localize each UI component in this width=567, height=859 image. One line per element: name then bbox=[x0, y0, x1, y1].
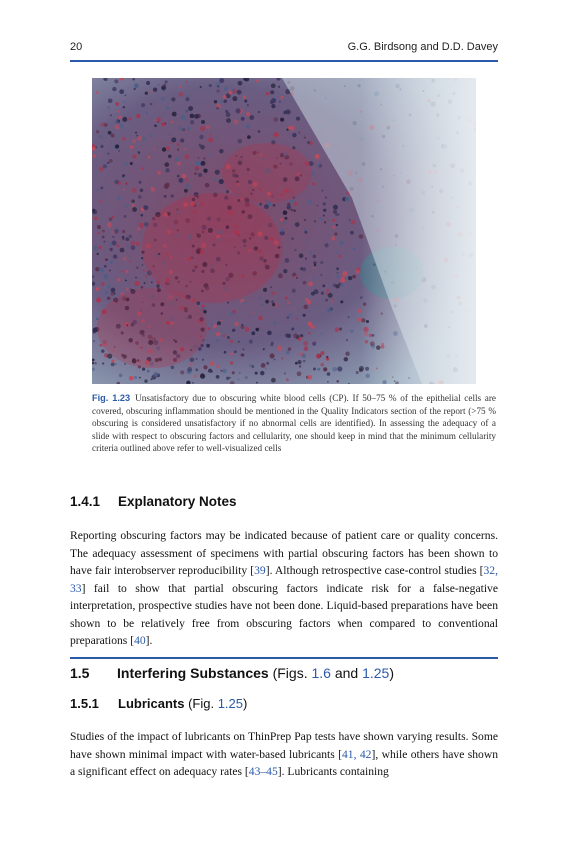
text-run: ) bbox=[389, 665, 395, 681]
running-head bbox=[70, 41, 498, 57]
text-run: Studies of the impact of lubricants on ThinPrep Pap tests have shown varying results. Some have shown minimal impact with water-based lubricants [ bbox=[70, 730, 498, 761]
text-run: Reporting obscuring factors may be indicated because of patient care or quality concerns. The adequacy assessment of specimens with partial obscuring factors has been shown to have fair interobserver reproducibility [ bbox=[70, 529, 498, 577]
section-title: Lubricants bbox=[118, 696, 185, 711]
text-run: ], while others have shown a significant effect on adequacy rates [ bbox=[70, 747, 499, 778]
text-run: (Figs. bbox=[268, 665, 312, 681]
paragraph-explanatory-notes bbox=[70, 527, 498, 650]
section-rule bbox=[70, 657, 498, 659]
citation-link[interactable]: 32, 33 bbox=[70, 564, 498, 595]
figure-link[interactable]: 1.6 bbox=[311, 665, 331, 681]
text-run: ]. Lubricants containing bbox=[277, 765, 389, 778]
text-run: (Fig. bbox=[184, 696, 218, 711]
citation-link[interactable]: 41, 42 bbox=[342, 747, 372, 761]
figure-caption bbox=[92, 392, 496, 455]
micrograph-image bbox=[92, 78, 476, 384]
section-heading-1-4-1 bbox=[70, 494, 498, 509]
header-rule bbox=[70, 60, 498, 62]
section-number: 1.5 bbox=[70, 665, 90, 681]
citation-link[interactable]: 43–45 bbox=[248, 765, 278, 778]
citation-link[interactable]: 40 bbox=[134, 634, 146, 647]
figure-label: Fig. 1.23 bbox=[92, 393, 131, 403]
figure-link[interactable]: 1.25 bbox=[217, 696, 244, 711]
section-heading-1-5 bbox=[70, 665, 498, 681]
text-run: ]. bbox=[145, 634, 153, 647]
section-title: Explanatory Notes bbox=[118, 494, 237, 509]
text-run: ] fail to show that partial obscuring factors indicate risk for a false-negative interpretation, prospective studies have not been done. Liquid-based preparations have been shown to be relatively free from obscuring factors when compared to conventional preparations [ bbox=[70, 581, 498, 647]
section-number: 1.5.1 bbox=[70, 696, 99, 711]
paragraph-lubricants bbox=[70, 728, 498, 781]
section-number: 1.4.1 bbox=[70, 494, 101, 509]
figure-link[interactable]: 1.25 bbox=[362, 665, 390, 681]
section-title: Interfering Substances bbox=[117, 665, 269, 681]
text-run: and bbox=[330, 665, 363, 681]
text-run: ) bbox=[243, 696, 248, 711]
figure-caption-text: Unsatisfactory due to obscuring white blood cells (CP). If 50–75 % of the epithelial cells are covered, obscuring inflammation should be mentioned in the Quality Indicators section of the report (>75 % obscuring is considered unsatisfactory if no abnormal cells are identified). In assessing the adequacy of a slide with respect to obscuring factors and cellularity, one should keep in mind that the minimum cellularity criteria outlined above refer to well-visualized cells bbox=[92, 393, 497, 453]
citation-link[interactable]: 39 bbox=[254, 564, 266, 577]
section-heading-1-5-1 bbox=[70, 696, 498, 711]
page-number: 20 bbox=[70, 41, 83, 53]
running-head-authors: G.G. Birdsong and D.D. Davey bbox=[347, 41, 498, 53]
micrograph-figure bbox=[92, 78, 476, 384]
text-run: ]. Although retrospective case-control studies [ bbox=[265, 564, 484, 577]
